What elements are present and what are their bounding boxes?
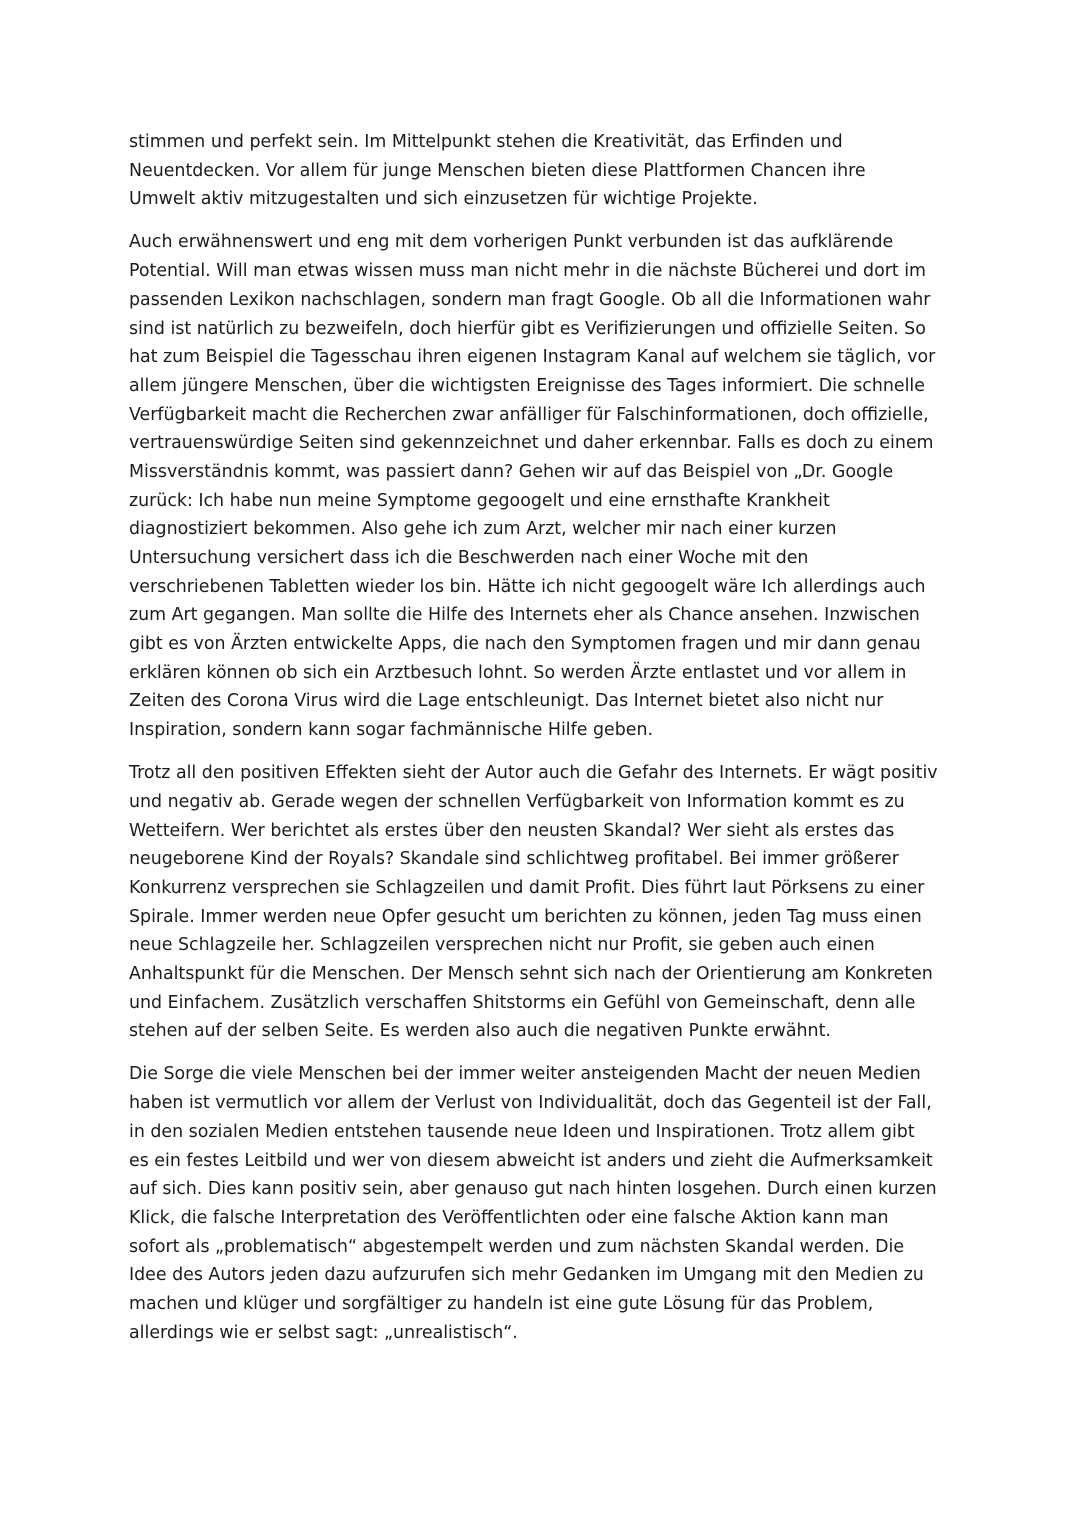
text-line: Trotz all den positiven Effekten sieht der Autor auch die Gefahr des Internets. Er wägt positiv — [129, 763, 938, 784]
text-line: Inspiration, sondern kann sogar fachmännische Hilfe geben. — [129, 720, 654, 741]
text-line: Untersuchung versichert dass ich die Beschwerden nach einer Woche mit den — [129, 548, 809, 569]
text-line: Potential. Will man etwas wissen muss man nicht mehr in die nächste Bücherei und dort im — [129, 261, 926, 282]
paragraph-4 — [129, 1060, 951, 1347]
text-line: Umwelt aktiv mitzugestalten und sich einzusetzen für wichtige Projekte. — [129, 189, 758, 210]
text-line: allerdings wie er selbst sagt: „unrealistisch“. — [129, 1322, 518, 1343]
text-line: Konkurrenz versprechen sie Schlagzeilen und damit Profit. Dies führt laut Pörksens zu einer — [129, 877, 925, 898]
text-line: hat zum Beispiel die Tagesschau ihren eigenen Instagram Kanal auf welchem sie täglich, vor — [129, 347, 936, 368]
text-line: neugeborene Kind der Royals? Skandale sind schlichtweg profitabel. Bei immer größerer — [129, 849, 899, 870]
text-line: zum Art gegangen. Man sollte die Hilfe des Internets eher als Chance ansehen. Inzwischen — [129, 605, 920, 626]
text-line: und negativ ab. Gerade wegen der schnellen Verfügbarkeit von Information kommt es zu — [129, 791, 905, 812]
text-line: in den sozialen Medien entstehen tausende neue Ideen und Inspirationen. Trotz allem gibt — [129, 1121, 915, 1142]
text-line: Spirale. Immer werden neue Opfer gesucht um berichten zu können, jeden Tag muss einen — [129, 906, 922, 927]
text-line: Idee des Autors jeden dazu aufzurufen sich mehr Gedanken im Umgang mit den Medien zu — [129, 1265, 924, 1286]
document-body — [129, 128, 951, 1347]
text-line: verschriebenen Tabletten wieder los bin. Hätte ich nicht gegoogelt wäre Ich allerdings auch — [129, 576, 926, 597]
text-line: Auch erwähnenswert und eng mit dem vorherigen Punkt verbunden ist das aufklärende — [129, 232, 894, 253]
text-line: Klick, die falsche Interpretation des Veröffentlichten oder eine falsche Aktion kann man — [129, 1207, 889, 1228]
text-line: diagnostiziert bekommen. Also gehe ich zum Arzt, welcher mir nach einer kurzen — [129, 519, 837, 540]
text-line: auf sich. Dies kann positiv sein, aber genauso gut nach hinten losgehen. Durch einen kurzen — [129, 1179, 937, 1200]
text-line: Wetteifern. Wer berichtet als erstes über den neusten Skandal? Wer sieht als erstes das — [129, 820, 895, 841]
paragraph-1 — [129, 128, 951, 214]
text-line: und Einfachem. Zusätzlich verschaffen Shitstorms ein Gefühl von Gemeinschaft, denn alle — [129, 992, 916, 1013]
text-line: machen und klüger und sorgfältiger zu handeln ist eine gute Lösung für das Problem, — [129, 1293, 874, 1314]
text-line: stehen auf der selben Seite. Es werden also auch die negativen Punkte erwähnt. — [129, 1021, 831, 1042]
text-line: neue Schlagzeile her. Schlagzeilen versprechen nicht nur Profit, sie geben auch einen — [129, 935, 875, 956]
text-line: erklären können ob sich ein Arztbesuch lohnt. So werden Ärzte entlastet und vor allem in — [129, 662, 907, 683]
text-line: vertrauenswürdige Seiten sind gekennzeichnet und daher erkennbar. Falls es doch zu einem — [129, 433, 934, 454]
text-line: passenden Lexikon nachschlagen, sondern man fragt Google. Ob all die Informationen wahr — [129, 289, 931, 310]
paragraph-2 — [129, 228, 951, 744]
paragraph-3 — [129, 759, 951, 1046]
text-line: Die Sorge die viele Menschen bei der immer weiter ansteigenden Macht der neuen Medien — [129, 1064, 921, 1085]
text-line: Zeiten des Corona Virus wird die Lage entschleunigt. Das Internet bietet also nicht nur — [129, 691, 884, 712]
text-line: gibt es von Ärzten entwickelte Apps, die nach den Symptomen fragen und mir dann genau — [129, 634, 921, 655]
text-line: Anhaltspunkt für die Menschen. Der Mensch sehnt sich nach der Orientierung am Konkreten — [129, 964, 933, 985]
text-line: sofort als „problematisch“ abgestempelt werden und zum nächsten Skandal werden. Die — [129, 1236, 905, 1257]
text-line: allem jüngere Menschen, über die wichtigsten Ereignisse des Tages informiert. Die schnelle — [129, 375, 925, 396]
text-line: es ein festes Leitbild und wer von diesem abweicht ist anders und zieht die Aufmerksamkeit — [129, 1150, 933, 1171]
text-line: Verfügbarkeit macht die Recherchen zwar anfälliger für Falschinformationen, doch offizielle, — [129, 404, 929, 425]
text-line: Missverständnis kommt, was passiert dann? Gehen wir auf das Beispiel von „Dr. Google — [129, 461, 894, 482]
text-line: zurück: Ich habe nun meine Symptome gegoogelt und eine ernsthafte Krankheit — [129, 490, 830, 511]
text-line: Neuentdecken. Vor allem für junge Menschen bieten diese Plattformen Chancen ihre — [129, 160, 866, 181]
text-line: haben ist vermutlich vor allem der Verlust von Individualität, doch das Gegenteil ist der Fall, — [129, 1093, 932, 1114]
text-line: stimmen und perfekt sein. Im Mittelpunkt stehen die Kreativität, das Erfinden und — [129, 132, 843, 152]
text-line: sind ist natürlich zu bezweifeln, doch hierfür gibt es Verifizierungen und offizielle Seiten. So — [129, 318, 926, 339]
